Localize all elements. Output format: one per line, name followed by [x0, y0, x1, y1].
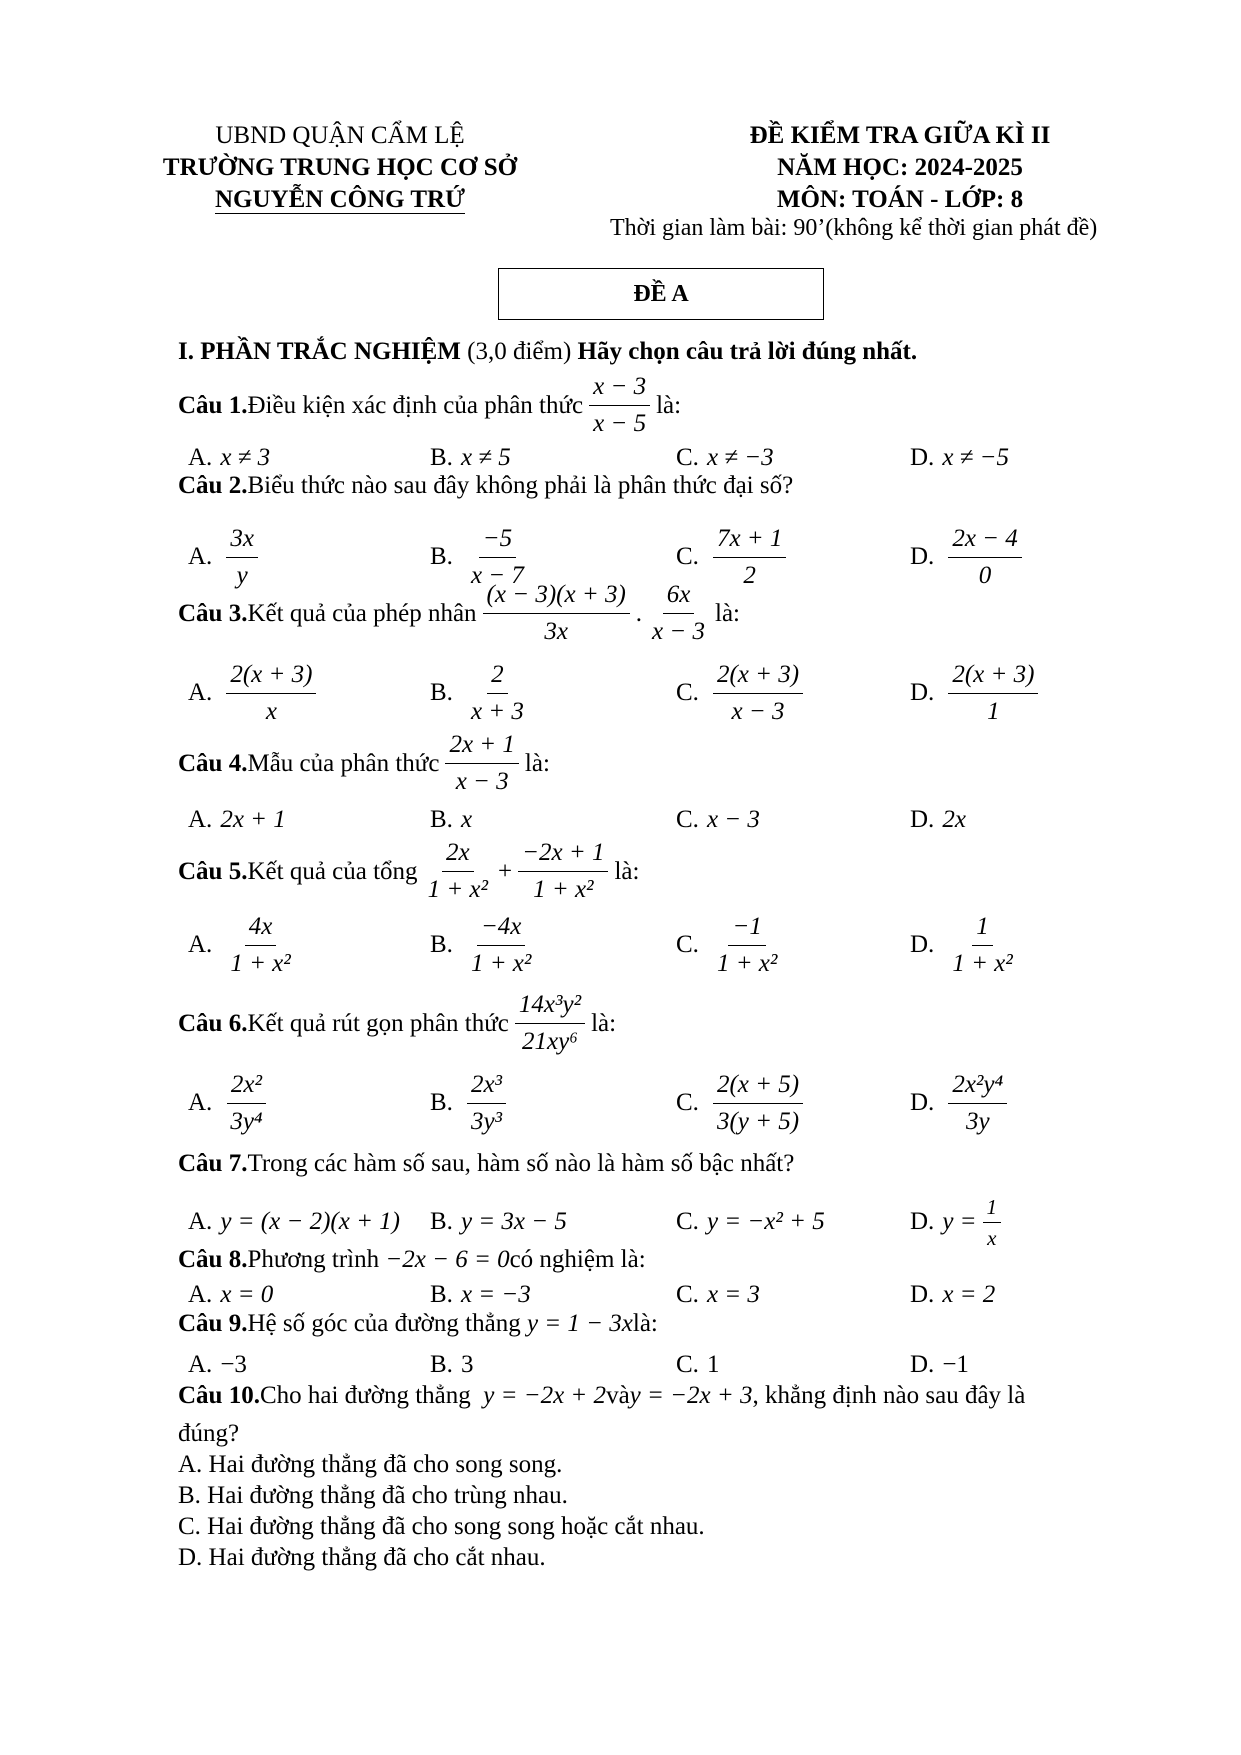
- denominator: y: [236, 561, 248, 589]
- denominator: x: [265, 697, 277, 725]
- option-label: A.: [188, 679, 213, 706]
- question-tail: là:: [524, 749, 550, 777]
- school-name: NGUYỄN CÔNG TRỨ: [214, 186, 465, 213]
- numerator: 4x: [245, 912, 277, 946]
- option-value: 1: [706, 1351, 720, 1378]
- fraction: [948, 660, 1038, 727]
- option-a[interactable]: [188, 910, 301, 980]
- section-points: (3,0 điểm): [460, 338, 578, 365]
- option-d[interactable]: [910, 522, 1028, 592]
- denominator: x: [987, 1225, 997, 1250]
- option-value: −3: [220, 1351, 247, 1378]
- option-value: x = 3: [706, 1281, 760, 1308]
- question-text: Mẫu của phân thức: [247, 749, 440, 777]
- question-label: Câu 9.: [178, 1310, 248, 1337]
- option-label: A.: [188, 543, 213, 570]
- option-value: x ≠ −3: [706, 444, 774, 471]
- denominator: 3y³: [470, 1107, 503, 1135]
- option-a[interactable]: [188, 1068, 273, 1138]
- denominator: 1 + x²: [230, 949, 291, 977]
- question-7: [178, 1150, 794, 1178]
- denominator: 3y: [965, 1107, 990, 1135]
- fraction: [948, 524, 1021, 591]
- school-type: TRƯỜNG TRUNG HỌC CƠ SỞ: [162, 154, 518, 181]
- option-value: x = 0: [220, 1281, 274, 1308]
- fraction: [424, 838, 492, 905]
- section-title: [178, 338, 917, 366]
- option-b[interactable]: [430, 1192, 567, 1252]
- question-tail: là:: [715, 599, 740, 627]
- numerator: (x − 3)(x + 3): [483, 580, 630, 614]
- fraction: [948, 912, 1016, 979]
- option-value: 2x: [942, 806, 966, 833]
- question-text: Hệ số góc của đường thẳng: [247, 1310, 521, 1337]
- fraction: [589, 372, 650, 439]
- school-year: NĂM HỌC: 2024-2025: [777, 154, 1023, 181]
- option-a[interactable]: [188, 658, 322, 728]
- equation: y = −2x + 2: [483, 1382, 607, 1409]
- option-b[interactable]: [430, 910, 541, 980]
- option-d[interactable]: [910, 910, 1023, 980]
- district-name: UBND QUẬN CẨM LỆ: [215, 122, 465, 149]
- option-value: 3: [460, 1351, 474, 1378]
- option-label: A.: [188, 1208, 213, 1235]
- option-c[interactable]: [676, 1192, 825, 1252]
- question-label: Câu 6.: [178, 1009, 248, 1037]
- question-label: Câu 2.: [178, 472, 248, 499]
- options-9: [188, 1348, 1048, 1382]
- question-tail: là:: [614, 857, 640, 885]
- numerator: 2(x + 3): [226, 660, 316, 694]
- exam-code: ĐỀ A: [633, 280, 689, 307]
- option-b[interactable]: [430, 1348, 473, 1382]
- question-2: [178, 472, 793, 500]
- fraction: [713, 1070, 803, 1137]
- option-value: x − 3: [706, 806, 760, 833]
- option-a[interactable]: [188, 1192, 400, 1252]
- fraction: [515, 990, 585, 1057]
- option-c[interactable]: [676, 1348, 719, 1382]
- question-text: Phương trình: [247, 1246, 380, 1273]
- plus-sign: +: [498, 857, 513, 885]
- option-c[interactable]: [676, 658, 809, 728]
- denominator: x − 5: [593, 410, 647, 437]
- option-value: x ≠ 3: [220, 444, 271, 471]
- option-label: B.: [430, 444, 453, 471]
- option-label: D.: [910, 679, 935, 706]
- answer-b[interactable]: B. Hai đường thẳng đã cho trùng nhau.: [178, 1482, 568, 1509]
- option-d[interactable]: [910, 1348, 969, 1382]
- question-5: [178, 838, 639, 905]
- fraction: [226, 660, 316, 727]
- question-8: [178, 1246, 646, 1274]
- question-4: [178, 730, 550, 797]
- question-label: Câu 1.: [178, 391, 248, 419]
- option-label: D.: [910, 806, 935, 833]
- option-a[interactable]: [188, 1348, 247, 1382]
- question-tail: là:: [656, 391, 682, 419]
- question-10: [178, 1382, 1025, 1410]
- option-label: C.: [676, 1089, 699, 1116]
- question-text: Kết quả của tổng: [247, 857, 418, 885]
- denominator: 3y⁴: [230, 1107, 263, 1135]
- numerator: 2(x + 3): [948, 660, 1038, 694]
- question-text: Kết quả rút gọn phân thức: [247, 1009, 509, 1037]
- option-prefix: y =: [942, 1208, 977, 1235]
- fraction: [648, 580, 709, 647]
- option-label: B.: [430, 1351, 453, 1378]
- answer-a[interactable]: A. Hai đường thẳng đã cho song song.: [178, 1451, 563, 1478]
- option-label: C.: [676, 543, 699, 570]
- numerator: 2x²y⁴: [948, 1070, 1007, 1104]
- option-c[interactable]: [676, 800, 760, 840]
- denominator: 1 + x²: [952, 949, 1013, 977]
- question-text: Biểu thức nào sau đây không phải là phân thức đại số?: [247, 472, 794, 499]
- fraction: [713, 660, 803, 727]
- option-label: B.: [430, 679, 453, 706]
- option-label: D.: [910, 1351, 935, 1378]
- option-label: B.: [430, 1208, 453, 1235]
- option-label: A.: [188, 806, 213, 833]
- numerator: 2: [487, 660, 508, 694]
- option-label: C.: [676, 806, 699, 833]
- fraction: [467, 912, 535, 979]
- numerator: 2(x + 5): [713, 1070, 803, 1104]
- options-7: [188, 1192, 1048, 1252]
- denominator: 3(y + 5): [716, 1107, 800, 1135]
- option-label: B.: [430, 1089, 453, 1116]
- denominator: 1 + x²: [716, 949, 778, 977]
- numerator: 3x: [226, 524, 258, 558]
- section-instruction: Hãy chọn câu trả lời đúng nhất.: [577, 338, 918, 365]
- denominator: x − 3: [652, 618, 705, 645]
- denominator: 21xy⁶: [522, 1028, 578, 1055]
- option-label: B.: [430, 931, 453, 958]
- fraction: [713, 912, 781, 979]
- answer-c[interactable]: C. Hai đường thẳng đã cho song song hoặc cắt nhau.: [178, 1513, 705, 1540]
- options-3: [188, 658, 1048, 728]
- question-10-continued: đúng?: [178, 1420, 240, 1447]
- time-limit: Thời gian làm bài: 90’(không kể thời gian phát đề): [610, 215, 1098, 241]
- question-text: Điều kiện xác định của phân thức: [247, 391, 584, 419]
- school-header: [140, 120, 540, 216]
- fraction: [445, 730, 518, 797]
- option-value: y = (x − 2)(x + 1): [220, 1208, 401, 1235]
- fraction: [226, 912, 294, 979]
- numerator: −4x: [477, 912, 525, 946]
- fraction: [983, 1195, 1002, 1250]
- fraction: [518, 838, 608, 905]
- denominator: x + 3: [470, 697, 524, 725]
- options-5: [188, 910, 1048, 980]
- option-value: x = −3: [460, 1281, 531, 1308]
- question-9: [178, 1310, 658, 1338]
- denominator: x − 3: [731, 697, 785, 725]
- option-label: A.: [188, 1281, 213, 1308]
- numerator: 14x³y²: [515, 990, 585, 1024]
- subject-grade: MÔN: TOÁN - LỚP: 8: [776, 186, 1024, 213]
- exam-code-box: [498, 268, 824, 320]
- denominator: x − 7: [470, 561, 524, 589]
- options-6: [188, 1068, 1048, 1138]
- option-label: A.: [188, 1351, 213, 1378]
- fraction: [226, 1070, 266, 1137]
- denominator: 3x: [544, 618, 568, 645]
- numerator: 2x − 4: [948, 524, 1021, 558]
- option-label: A.: [188, 444, 213, 471]
- question-text: Trong các hàm số sau, hàm số nào là hàm số bậc nhất?: [247, 1150, 795, 1177]
- option-value: y = 3x − 5: [460, 1208, 567, 1235]
- option-d[interactable]: [910, 658, 1044, 728]
- denominator: 0: [978, 561, 992, 589]
- numerator: −2x + 1: [518, 838, 608, 872]
- question-tail: là:: [591, 1009, 617, 1037]
- numerator: 2(x + 3): [713, 660, 803, 694]
- option-d[interactable]: [910, 1278, 995, 1312]
- question-tail: , khẳng định nào sau đây là: [752, 1382, 1026, 1409]
- question-text: Cho hai đường thẳng: [259, 1382, 471, 1409]
- option-b[interactable]: [430, 1278, 531, 1312]
- fraction: [948, 1070, 1007, 1137]
- denominator: 2: [743, 561, 756, 589]
- option-label: A.: [188, 931, 213, 958]
- option-label: C.: [676, 1351, 699, 1378]
- numerator: 2x + 1: [445, 730, 518, 764]
- equation: −2x − 6 = 0: [385, 1246, 510, 1273]
- conjunction: và: [606, 1382, 630, 1409]
- option-label: B.: [430, 1281, 453, 1308]
- option-d[interactable]: [910, 1068, 1013, 1138]
- option-d[interactable]: [910, 1192, 1007, 1252]
- option-label: D.: [910, 444, 935, 471]
- option-label: C.: [676, 931, 699, 958]
- option-b[interactable]: [430, 658, 534, 728]
- numerator: 1: [983, 1195, 1002, 1223]
- option-value: x ≠ −5: [942, 444, 1009, 471]
- numerator: x − 3: [589, 372, 650, 406]
- option-label: D.: [910, 931, 935, 958]
- denominator: 1 + x²: [470, 949, 532, 977]
- numerator: 2x: [442, 838, 474, 872]
- denominator: 1 + x²: [427, 876, 489, 903]
- question-tail: có nghiệm là:: [509, 1246, 646, 1273]
- option-label: C.: [676, 1208, 699, 1235]
- question-1: [178, 372, 681, 439]
- numerator: 2x²: [227, 1070, 266, 1104]
- option-label: B.: [430, 806, 453, 833]
- numerator: 6x: [663, 580, 695, 614]
- multiply-dot: .: [635, 599, 643, 627]
- option-value: x: [460, 806, 473, 833]
- fraction: [467, 660, 528, 727]
- option-c[interactable]: [676, 910, 787, 980]
- question-label: Câu 5.: [178, 857, 248, 885]
- question-label: Câu 3.: [178, 599, 248, 627]
- option-value: −1: [942, 1351, 969, 1378]
- option-label: B.: [430, 543, 453, 570]
- question-3: [178, 580, 740, 647]
- question-tail: là:: [632, 1310, 658, 1337]
- options-8: [188, 1278, 1048, 1312]
- option-value: x = 2: [942, 1281, 996, 1308]
- question-text: Kết quả của phép nhân: [247, 599, 477, 627]
- answer-d[interactable]: D. Hai đường thẳng đã cho cắt nhau.: [178, 1544, 546, 1571]
- fraction: [483, 580, 630, 647]
- section-name: I. PHẦN TRẮC NGHIỆM: [178, 338, 461, 365]
- equation: y = −2x + 3: [629, 1382, 753, 1409]
- question-6: [178, 990, 616, 1057]
- numerator: 2x³: [467, 1070, 506, 1104]
- numerator: −5: [479, 524, 516, 558]
- option-label: D.: [910, 1089, 935, 1116]
- option-value: x ≠ 5: [460, 444, 511, 471]
- option-b[interactable]: [430, 800, 472, 840]
- options-4: [188, 800, 1048, 840]
- denominator: x − 3: [455, 768, 509, 795]
- option-value: 2x + 1: [220, 806, 286, 833]
- option-c[interactable]: [676, 1278, 760, 1312]
- option-label: C.: [676, 1281, 699, 1308]
- option-c[interactable]: [676, 1068, 809, 1138]
- option-a[interactable]: [188, 800, 286, 840]
- option-label: D.: [910, 1281, 935, 1308]
- option-label: D.: [910, 1208, 935, 1235]
- numerator: 1: [972, 912, 993, 946]
- exam-header: [690, 120, 1110, 216]
- option-d[interactable]: [910, 800, 966, 840]
- equation: y = 1 − 3x: [526, 1310, 633, 1337]
- option-value: y = −x² + 5: [706, 1208, 825, 1235]
- option-label: D.: [910, 543, 935, 570]
- option-label: A.: [188, 1089, 213, 1116]
- option-label: C.: [676, 679, 699, 706]
- exam-title: ĐỀ KIỂM TRA GIỮA KÌ II: [749, 122, 1051, 149]
- question-label: Câu 4.: [178, 749, 248, 777]
- fraction: [467, 1070, 506, 1137]
- question-label: Câu 10.: [178, 1382, 260, 1409]
- denominator: 1 + x²: [533, 876, 594, 903]
- option-label: C.: [676, 444, 699, 471]
- option-b[interactable]: [430, 1068, 512, 1138]
- question-label: Câu 7.: [178, 1150, 248, 1177]
- numerator: 7x + 1: [713, 524, 786, 558]
- numerator: −1: [728, 912, 765, 946]
- denominator: 1: [987, 697, 1000, 725]
- option-d[interactable]: [910, 438, 1009, 478]
- option-a[interactable]: [188, 1278, 273, 1312]
- question-label: Câu 8.: [178, 1246, 248, 1273]
